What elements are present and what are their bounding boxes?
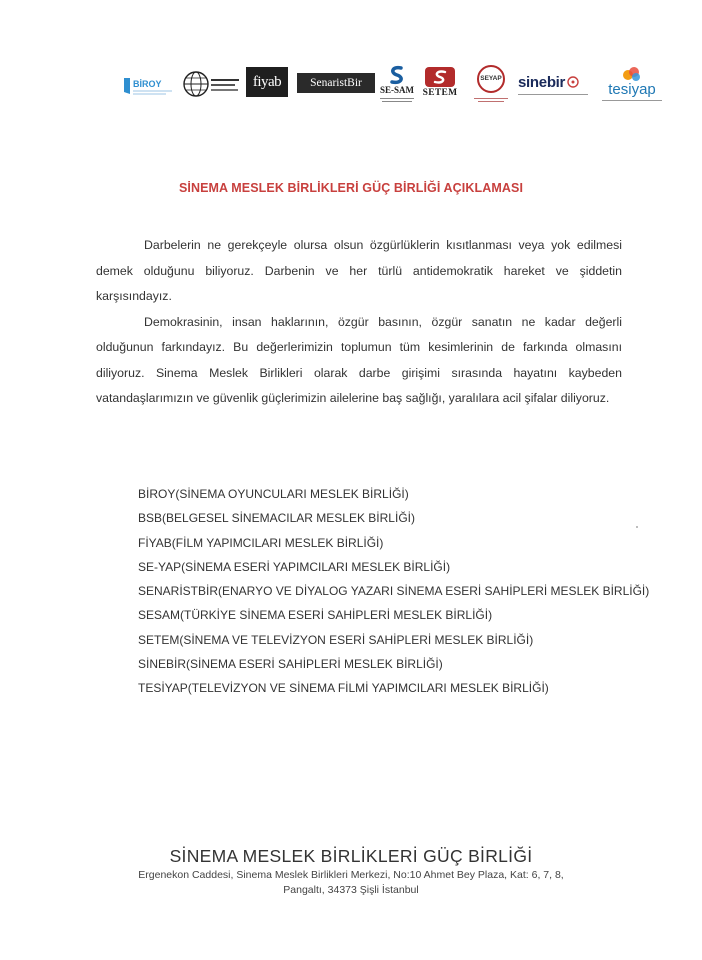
- biroy-logo-text: BİROY: [133, 79, 162, 89]
- member-item: BSB(BELGESEL SİNEMACILAR MESLEK BİRLİĞİ): [138, 511, 415, 526]
- member-item: SİNEBİR(SİNEMA ESERİ SAHİPLERİ MESLEK BİRLİĞİ): [138, 657, 443, 672]
- seyap-logo: [470, 60, 512, 106]
- statement-paragraph: Demokrasinin, insan haklarının, özgür basının, özgür sanatın ne kadar değerli olduğunun farkındayız. Bu değerlerimizin toplumun tüm kesimlerinin de farkında olmasını diliyoruz. Sinema Meslek Birlikleri olarak darbe girişimi sırasında hayatını kaybeden vatandaşlarımızın ve güvenlik güçlerimizin ailelerine baş sağlığı, yaralılara acil şifalar diliyoruz.: [96, 314, 622, 405]
- statement-body: [96, 233, 622, 412]
- senaristbir-logo: [297, 73, 375, 93]
- member-list: [138, 482, 658, 701]
- member-item: SETEM(SİNEMA VE TELEVİZYON ESERİ SAHİPLERİ MESLEK BİRLİĞİ): [138, 632, 534, 647]
- member-item: SESAM(TÜRKİYE SİNEMA ESERİ SAHİPLERİ MESLEK BİRLİĞİ): [138, 608, 493, 623]
- statement-paragraph: Darbelerin ne gerekçeyle olursa olsun özgürlüklerin kısıtlanması veya yok edilmesi demek olduğunu biliyoruz. Darbenin ve her türlü antidemokratik hareket ve şiddetin karşısındayız.: [96, 238, 622, 303]
- tesiyap-mark-icon: [621, 66, 643, 82]
- sesam-mark-icon: [386, 64, 408, 86]
- footer-org-name: SİNEMA MESLEK BİRLİKLERİ GÜÇ BİRLİĞİ: [169, 846, 533, 866]
- seyap-logo-text: SEYAP: [480, 75, 502, 82]
- member-item: SE-YAP(SİNEMA ESERİ YAPIMCILARI MESLEK BİRLİĞİ): [138, 559, 451, 574]
- member-item: BİROY(SİNEMA OYUNCULARI MESLEK BİRLİĞİ): [138, 487, 409, 501]
- sesam-subtitle-line: [380, 98, 414, 99]
- fiyab-logo-text: fiyab: [252, 73, 282, 90]
- sesam-subtitle-line: [382, 101, 412, 102]
- seyap-subtitle-line: [474, 98, 508, 99]
- setem-logo: [418, 62, 462, 102]
- tesiyap-logo-text: tesiyap: [608, 80, 656, 98]
- sesam-logo-text: SE-SAM: [379, 85, 414, 95]
- bsb-globe-icon: [182, 68, 242, 100]
- footer-address: [0, 868, 702, 898]
- sinebir-tagline-line: [518, 94, 588, 95]
- seyap-subtitle-line: [478, 101, 504, 102]
- setem-logo-text: SETEM: [422, 88, 458, 98]
- footer-address-line: Ergenekon Caddesi, Sinema Meslek Birlikleri Merkezi, No:10 Ahmet Bey Plaza, Kat: 6, 7, 8,: [138, 869, 564, 881]
- biroy-mark-icon: [122, 72, 178, 98]
- fiyab-logo: [246, 67, 288, 97]
- sinebir-logo-text: sinebir: [518, 73, 566, 91]
- member-item: SENARİSTBİR(ENARYO VE DİYALOG YAZARI SİNEMA ESERİ SAHİPLERİ MESLEK BİRLİĞİ): [138, 584, 650, 599]
- bsb-logo: [182, 68, 242, 100]
- biroy-logo: [122, 72, 178, 98]
- setem-mark-icon: [424, 66, 456, 88]
- sinebir-logo: [518, 68, 594, 100]
- statement-title: SİNEMA MESLEK BİRLİKLERİ GÜÇ BİRLİĞİ AÇIKLAMASI: [178, 181, 524, 195]
- footer-address-line: Pangaltı, 34373 Şişli İstanbul: [283, 884, 419, 896]
- scan-speck: [636, 526, 638, 528]
- member-item: FİYAB(FİLM YAPIMCILARI MESLEK BİRLİĞİ): [138, 535, 384, 550]
- logo-strip: [118, 58, 668, 108]
- sinebir-reel-icon: [567, 76, 579, 88]
- tesiyap-tagline-line: [602, 100, 662, 101]
- sesam-logo: [376, 58, 418, 108]
- tesiyap-logo: [598, 62, 666, 104]
- seyap-seal-icon: [477, 65, 505, 93]
- member-item: TESİYAP(TELEVİZYON VE SİNEMA FİLMİ YAPIMCILARI MESLEK BİRLİĞİ): [138, 681, 549, 696]
- senaristbir-logo-text: SenaristBir: [310, 77, 362, 89]
